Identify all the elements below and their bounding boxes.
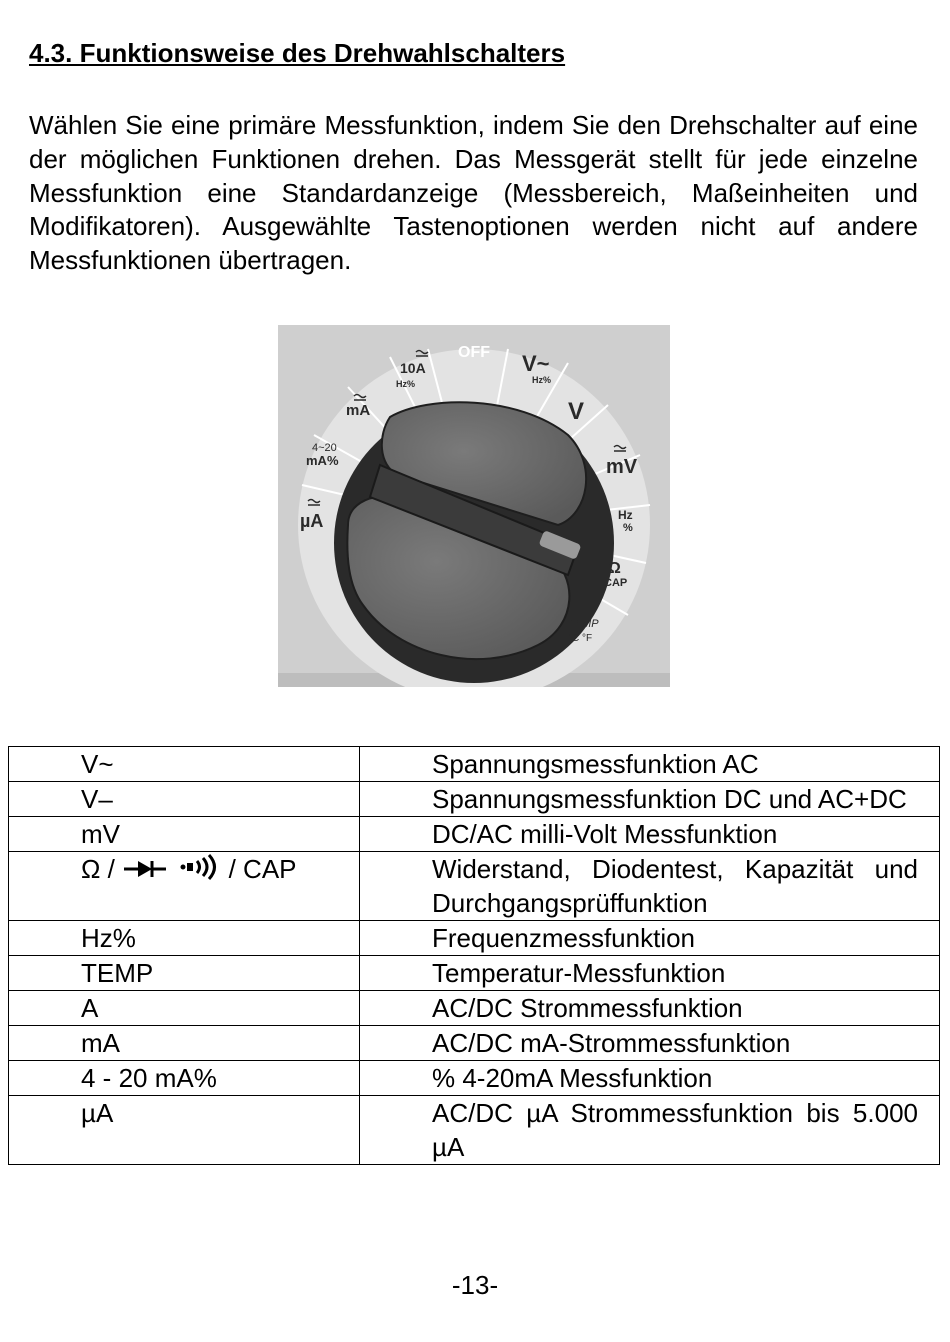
table-cell-description: AC/DC Strommessfunktion (360, 991, 940, 1026)
table-row (9, 1061, 940, 1096)
function-table (8, 746, 940, 1165)
dial-label-hz-pct: % (623, 522, 633, 534)
table-cell-symbol (9, 852, 360, 921)
table-cell-description: Frequenzmessfunktion (360, 921, 940, 956)
table-row (9, 782, 940, 817)
dial-label-ma: mA (346, 402, 371, 419)
table-row (9, 956, 940, 991)
dial-label-10a: 10A (400, 360, 426, 376)
dial-label-ma-pct: mA% (306, 453, 339, 468)
dial-label-v-dc: V (568, 398, 585, 425)
table-row (9, 747, 940, 782)
symbol-prefix: Ω / (81, 854, 115, 884)
intro-paragraph: Wählen Sie eine primäre Messfunktion, indem Sie den Drehschalter auf eine der möglichen Funktionen drehen. Das Messgerät stellt für jede einzelne Messfunktion eine Standardanzeige (Messbereich, Maßeinheiten und Modifikatoren). Ausgewählte Tastenoptionen werden nicht auf andere Messfunktionen übertragen. (29, 110, 918, 276)
dial-label-ua: µA (300, 511, 324, 531)
table-row (9, 991, 940, 1026)
table-cell-symbol: 4 - 20 mA% (9, 1061, 360, 1096)
table-cell-description: Widerstand, Diodentest, Kapazität und Durchgangsprüffunktion (360, 852, 940, 921)
dial-label-mv: mV (606, 456, 638, 478)
continuity-icon (175, 854, 221, 888)
dial-label-cap: CAP (604, 577, 628, 589)
table-cell-symbol: V– (9, 782, 360, 817)
dial-label-temp-units: °C °F (568, 633, 593, 644)
rotary-switch-image (278, 325, 670, 687)
dial-label-10a-hz: Hz% (396, 379, 416, 389)
table-cell-symbol: µA (9, 1096, 360, 1165)
dial-label-v-ac: V~ (522, 351, 550, 376)
dial-label-off: OFF (458, 344, 490, 361)
table-cell-symbol: TEMP (9, 956, 360, 991)
table-row (9, 852, 940, 921)
table-cell-description: % 4-20mA Messfunktion (360, 1061, 940, 1096)
rotary-switch-figure (278, 325, 670, 687)
table-cell-description: AC/DC µA Strommessfunktion bis 5.000 µA (360, 1096, 940, 1165)
page-number: -13- (451, 1270, 499, 1300)
table-row (9, 817, 940, 852)
symbol-suffix: / CAP (228, 854, 297, 884)
dial-label-v-ac-hz: Hz% (532, 375, 552, 385)
table-cell-symbol: A (9, 991, 360, 1026)
section-heading: 4.3. Funktionsweise des Drehwahlschalters (29, 38, 566, 68)
table-cell-symbol: mA (9, 1026, 360, 1061)
table-cell-description: AC/DC mA-Strommessfunktion (360, 1026, 940, 1061)
diode-icon (122, 854, 168, 888)
dial-label-ma-range: 4~20 (312, 442, 337, 454)
dial-label-temp: TEMP (568, 618, 599, 630)
table-cell-symbol: V~ (9, 747, 360, 782)
table-cell-description: Spannungsmessfunktion DC und AC+DC (360, 782, 940, 817)
dial-label-hz: Hz (618, 508, 633, 522)
table-row (9, 1096, 940, 1165)
table-cell-symbol: Hz% (9, 921, 360, 956)
dial-label-ohm: Ω (608, 560, 621, 577)
table-cell-description: Spannungsmessfunktion AC (360, 747, 940, 782)
table-cell-symbol: mV (9, 817, 360, 852)
table-row (9, 921, 940, 956)
table-cell-description: DC/AC milli-Volt Messfunktion (360, 817, 940, 852)
table-cell-description: Temperatur-Messfunktion (360, 956, 940, 991)
table-row (9, 1026, 940, 1061)
